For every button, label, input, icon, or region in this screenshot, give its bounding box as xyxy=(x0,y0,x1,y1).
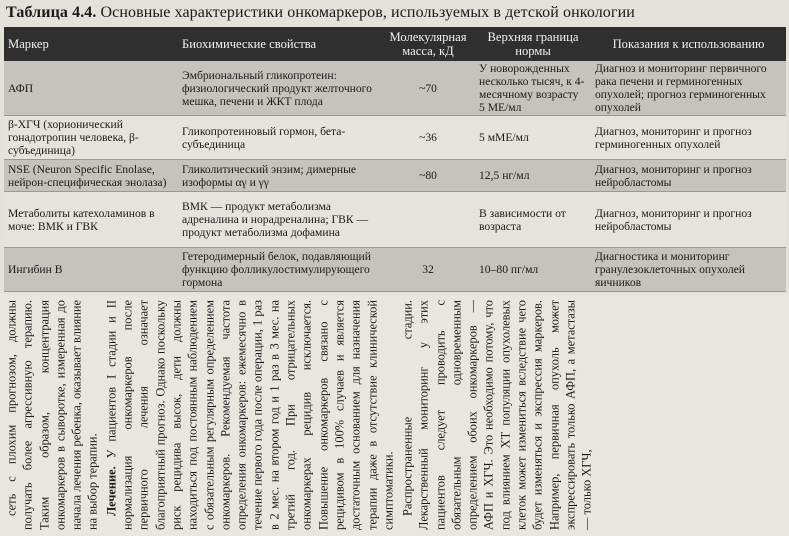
cell-marker: Метаболиты катехоламинов в моче: ВМК и ГВК xyxy=(4,192,178,248)
cell-norm: 10–80 пг/мл xyxy=(475,248,591,292)
paragraph xyxy=(103,300,396,530)
cell-mass: 32 xyxy=(381,248,475,292)
cell-indications: Диагноз, мониторинг и прогноз герминогенных опухолей xyxy=(591,116,786,160)
text-column-2 xyxy=(400,300,786,530)
cell-properties: Гетеродимерный белок, подавляющий функцию фолликулостимулирующего гормона xyxy=(178,248,381,292)
paragraph: сеть с плохим прогнозом, должны получать более агрессивную терапию. Таким образом, концентрация онкомаркеров в сыворотке, измеренная до начала лечения ребенка, оказывает влияние на выбор терапии. xyxy=(4,300,100,530)
header-properties: Биохимические свойства xyxy=(178,27,381,61)
header-mass: Молекулярная масса, кД xyxy=(381,27,475,61)
table-header-row xyxy=(4,27,786,61)
cell-norm: 5 мМЕ/мл xyxy=(475,116,591,160)
table-row xyxy=(4,248,786,292)
cell-marker: NSE (Neuron Specific Enolase, нейрон-специфическая энолаза) xyxy=(4,160,178,192)
table-title: Основные характеристики онкомаркеров, используемых в детской онкологии xyxy=(100,4,635,21)
cell-properties: Гликолитический энзим; димерные изоформы αγ и γγ xyxy=(178,160,381,192)
cell-norm: У новорожденных несколько тысяч, к 4-месячному возрасту 5 МЕ/мл xyxy=(475,61,591,116)
cell-mass: ~36 xyxy=(381,116,475,160)
paragraph-text: У пациентов I стадии и II нормализация онкомаркеров после первичного лечения означает благоприятный прогноз. Однако поскольку риск рецидива высок, дети должны находиться под постоянным наблюдением с обязательным регулярным определением онкомаркеров. Рекомендуемая частота определения онкомаркеров: ежемесячно в течение первого года после операции, 1 раз в 2 мес. на втором год и 1 раз в 3 мес. на третий год. При отрицательных онкомаркерах рецидив исключается. Повышение онкомаркеров связано с рецидивом в 100% случаев и является достаточным основанием для назначения терапии даже в отсутствие клинической симптоматики. xyxy=(104,300,396,530)
cell-indications: Диагноз и мониторинг первичного рака печени и герминогенных опухолей; прогноз герминогенных опухолей xyxy=(591,61,786,116)
table-row xyxy=(4,192,786,248)
rotated-body-text xyxy=(0,294,789,536)
cell-properties: ВМК — продукт метаболизма адреналина и норадреналина; ГВК — продукт метаболизма дофамина xyxy=(178,192,381,248)
header-indications: Показания к использованию xyxy=(591,27,786,61)
table-row xyxy=(4,116,786,160)
header-marker: Маркер xyxy=(4,27,178,61)
cell-indications: Диагноз, мониторинг и прогноз нейробластомы xyxy=(591,192,786,248)
paragraph-lead: Лечение. xyxy=(104,466,119,516)
cell-marker: β-ХГЧ (хорионический гонадотропин человека, β- субъединица) xyxy=(4,116,178,160)
table-row xyxy=(4,61,786,116)
cell-indications: Диагноз, мониторинг и прогноз нейробластомы xyxy=(591,160,786,192)
table-number: Таблица 4.4. xyxy=(6,4,97,21)
cell-marker: Ингибин В xyxy=(4,248,178,292)
cell-mass: ~70 xyxy=(381,61,475,116)
table-caption xyxy=(6,2,786,24)
cell-norm: В зависимости от возраста xyxy=(475,192,591,248)
cell-norm: 12,5 нг/мл xyxy=(475,160,591,192)
rotated-text-block xyxy=(0,294,789,536)
cell-marker: АФП xyxy=(4,61,178,116)
cell-mass: ~80 xyxy=(381,160,475,192)
cell-indications: Диагностика и мониторинг гранулезоклеточных опухолей яичников xyxy=(591,248,786,292)
text-column-1 xyxy=(4,300,396,530)
header-norm: Верхняя граница нормы xyxy=(475,27,591,61)
cell-properties: Гликопротеиновый гормон, бета-субъединица xyxy=(178,116,381,160)
table-row xyxy=(4,160,786,192)
cell-mass xyxy=(381,192,475,248)
paragraph: Распространенные стадии. Лекарственный мониторинг у этих пациентов следует проводить с обязательным одновременным определением обоих онкомаркеров — АФП и ХГЧ. Это необходимо потому, что под влиянием ХТ популяции опухолевых клеток может измениться вследствие чего будет изменяться и экспрессия маркеров. Например, первичная опухоль может экспрессировать только АФП, а метастазы — только ХГЧ, xyxy=(400,300,594,530)
cell-properties: Эмбриональный гликопротеин: физиологический продукт желточного мешка, печени и ЖКТ плода xyxy=(178,61,381,116)
oncomarkers-table xyxy=(4,27,786,292)
